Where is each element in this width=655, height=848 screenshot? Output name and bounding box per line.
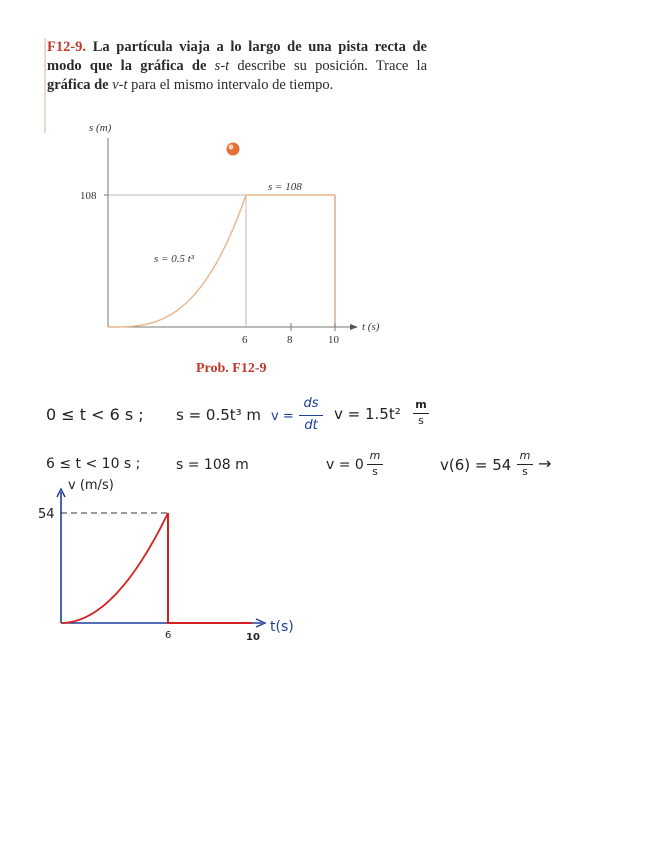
- vt-y-value: 54: [38, 507, 55, 522]
- sol-line1-unit-num: m: [415, 398, 427, 411]
- problem-text-st: s-t: [214, 58, 230, 74]
- st-x-tick-10: 10: [328, 334, 339, 346]
- problem-text-b: modo que la gráfica de: [47, 58, 207, 74]
- vt-x-label: t(s): [270, 619, 294, 635]
- sol-line2-v6-unit-den: s: [522, 465, 528, 478]
- sol-line1-vdef: v =: [271, 409, 294, 424]
- vt-x-tick-10: 10: [246, 632, 260, 643]
- sol-line2-v-unit-num: m: [369, 449, 381, 462]
- st-x-label: t (s): [362, 321, 380, 333]
- problem-text-a: La partícula viaja a lo largo de una pista recta de: [92, 39, 427, 55]
- sol-line1-unit-den: s: [418, 414, 424, 427]
- st-flat-label: s = 108: [268, 181, 302, 193]
- sol-line2-v6-unit-num: m: [519, 449, 531, 462]
- vt-y-label: v (m/s): [68, 478, 114, 493]
- problem-text-g: para el mismo intervalo de tiempo.: [131, 77, 334, 93]
- problem-text-vt: v-t: [112, 77, 128, 93]
- figure-caption: Prob. F12-9: [196, 361, 267, 376]
- st-y-tick: 108: [80, 190, 97, 202]
- st-x-tick-6: 6: [242, 334, 248, 346]
- vt-drop-line: [168, 513, 252, 623]
- right-arrow-icon: →: [538, 454, 552, 473]
- vt-curve-parabola: [61, 513, 168, 623]
- problem-text-d: describe su posición. Trace la: [237, 58, 428, 74]
- sol-line1-s: s = 0.5t³ m: [176, 406, 262, 424]
- sol-line1-v: v = 1.5t²: [334, 405, 401, 423]
- problem-id: F12-9.: [47, 39, 87, 55]
- sol-line1-vdef-num: ds: [303, 396, 319, 411]
- st-x-tick-8: 8: [287, 334, 293, 346]
- vt-x-tick-6: 6: [165, 630, 172, 641]
- sol-line1-interval: 0 ≤ t < 6 s ;: [46, 405, 144, 424]
- sol-line1-vdef-den: dt: [304, 418, 318, 433]
- st-y-label: s (m): [89, 122, 112, 134]
- sol-line2-interval: 6 ≤ t < 10 s ;: [46, 456, 141, 472]
- sol-line2-v: v = 0: [326, 457, 364, 473]
- st-curve-label: s = 0.5 t³: [154, 253, 195, 265]
- sol-line2-v-unit-den: s: [372, 465, 378, 478]
- problem-text-e: gráfica de: [47, 77, 109, 93]
- sol-line2-s: s = 108 m: [176, 457, 249, 473]
- sol-line2-v6: v(6) = 54: [440, 456, 512, 474]
